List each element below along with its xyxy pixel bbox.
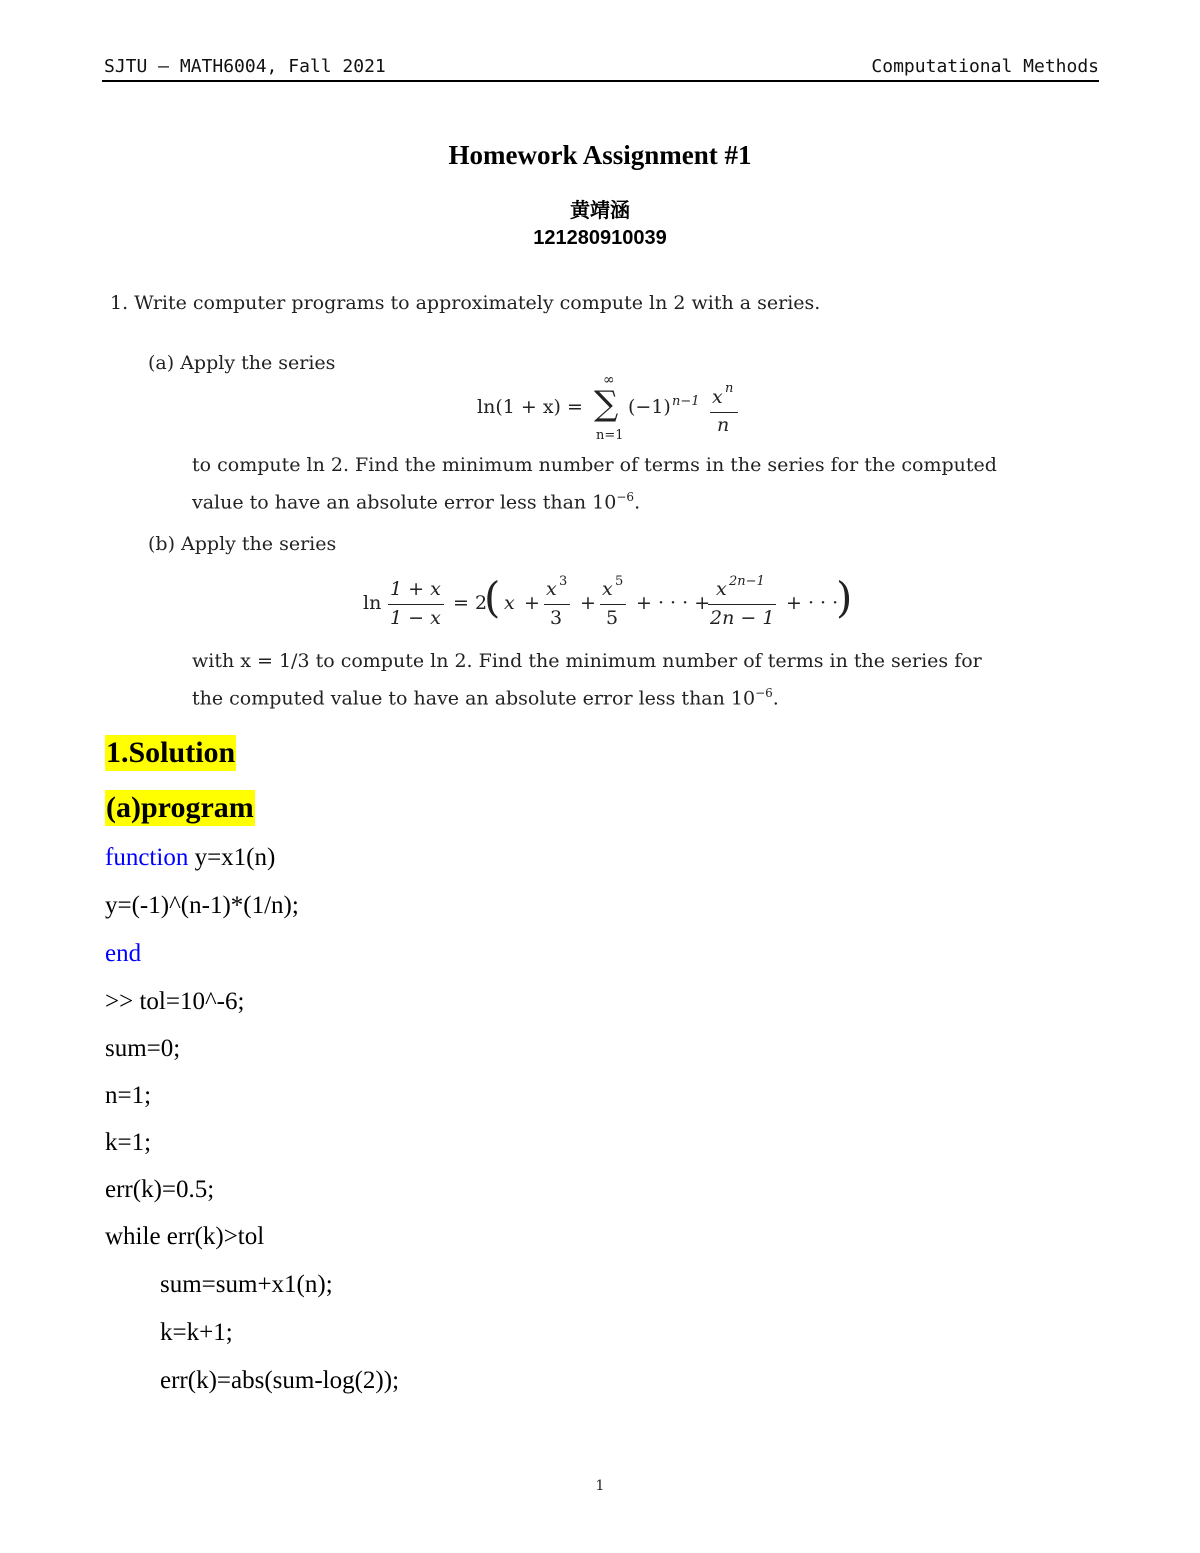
- formula-b-frac-den: 1 − x: [390, 607, 441, 629]
- formula-a-num-exp: n: [725, 381, 734, 396]
- formula-b-dots-1: + · · · +: [636, 592, 711, 614]
- formula-b-eq: = 2: [453, 592, 488, 614]
- problem-statement: 1. Write computer programs to approximately compute ln 2 with a series.: [110, 292, 821, 314]
- formula-b-open-paren: (: [484, 573, 501, 622]
- formula-b-t2-num: x: [546, 578, 557, 600]
- header-course: SJTU — MATH6004, Fall 2021: [104, 56, 386, 77]
- code-line-1-rest: y=x1(n): [188, 844, 276, 871]
- formula-a-exp: n−1: [672, 394, 700, 409]
- part-a-text-2-main: value to have an absolute error less than 10: [192, 491, 617, 514]
- part-a-text-2-end: .: [634, 491, 641, 514]
- header-subject: Computational Methods: [871, 56, 1099, 77]
- formula-a-sum-bottom: n=1: [596, 428, 624, 443]
- formula-b-t4-bar: [708, 604, 776, 605]
- formula-b-t4-num: x: [716, 578, 727, 600]
- part-a-text-1: to compute ln 2. Find the minimum number of terms in the series for the computed: [192, 454, 997, 476]
- code-keyword-function: function: [105, 844, 189, 871]
- formula-b-t3-exp: 5: [615, 574, 624, 589]
- code-line-2: y=(-1)^(n-1)*(1/n);: [105, 892, 299, 919]
- solution-heading: 1.Solution: [106, 736, 236, 769]
- part-a-text-2: [192, 490, 640, 513]
- part-a-text-2-exp: −6: [616, 490, 635, 504]
- formula-a-fraction-bar: [710, 412, 738, 413]
- header-rule: [102, 80, 1099, 82]
- formula-b-frac-num: 1 + x: [390, 578, 441, 600]
- code-line-7: k=1;: [105, 1129, 152, 1156]
- formula-b-t3-num: x: [602, 578, 613, 600]
- formula-b-t2-bar: [544, 604, 570, 605]
- formula-b-plus-1: +: [524, 592, 540, 614]
- code-line-9: while err(k)>tol: [105, 1223, 265, 1250]
- code-line-4: >> tol=10^-6;: [105, 988, 245, 1015]
- code-line-10: sum=sum+x1(n);: [160, 1271, 333, 1298]
- formula-b-t2-den: 3: [550, 607, 563, 629]
- formula-a-den: n: [717, 414, 730, 436]
- page-number: 1: [595, 1478, 605, 1494]
- formula-b-t3-bar: [600, 604, 626, 605]
- student-id: 121280910039: [533, 227, 667, 249]
- formula-a-term: (−1): [628, 396, 671, 418]
- part-b-text-2-exp: −6: [755, 686, 773, 700]
- formula-a-num: x: [712, 386, 723, 408]
- part-b-label: (b) Apply the series: [148, 533, 337, 555]
- part-b-text-1: with x = 1/3 to compute ln 2. Find the minimum number of terms in the series for: [192, 650, 982, 672]
- code-line-11: k=k+1;: [160, 1319, 233, 1346]
- formula-b-close-paren: ): [836, 573, 853, 622]
- formula-b-t4-exp: 2n−1: [729, 574, 765, 589]
- part-b-text-2-main: the computed value to have an absolute error less than 10: [192, 687, 756, 710]
- code-line-5: sum=0;: [105, 1035, 181, 1062]
- author-name: 黄靖涵: [570, 200, 630, 222]
- part-a-label: (a) Apply the series: [148, 352, 336, 374]
- part-b-text-2-end: .: [772, 687, 779, 710]
- formula-a-lhs: ln(1 + x) =: [477, 396, 583, 418]
- formula-a-sum-symbol: ∑: [594, 384, 619, 424]
- page-title: Homework Assignment #1: [448, 140, 752, 170]
- formula-b-t4-den: 2n − 1: [710, 607, 775, 629]
- running-header: [104, 56, 1099, 82]
- formula-b-dots-2: + · · ·: [786, 592, 839, 614]
- code-line-8: err(k)=0.5;: [105, 1176, 215, 1203]
- part-b-text-2: [192, 686, 779, 709]
- formula-b-plus-2: +: [580, 592, 596, 614]
- code-line-3: end: [105, 940, 142, 967]
- code-line-6: n=1;: [105, 1082, 152, 1109]
- formula-b-x: x: [504, 592, 515, 614]
- code-line-1: [105, 843, 275, 873]
- formula-a-sum-top: ∞: [603, 372, 615, 388]
- formula-b-fraction-bar: [388, 604, 444, 605]
- formula-b-ln: ln: [363, 592, 382, 614]
- formula-b-t2-exp: 3: [559, 574, 568, 589]
- code-line-12: err(k)=abs(sum-log(2));: [160, 1367, 400, 1394]
- program-subheading: (a)program: [106, 791, 254, 824]
- formula-b-t3-den: 5: [606, 607, 619, 629]
